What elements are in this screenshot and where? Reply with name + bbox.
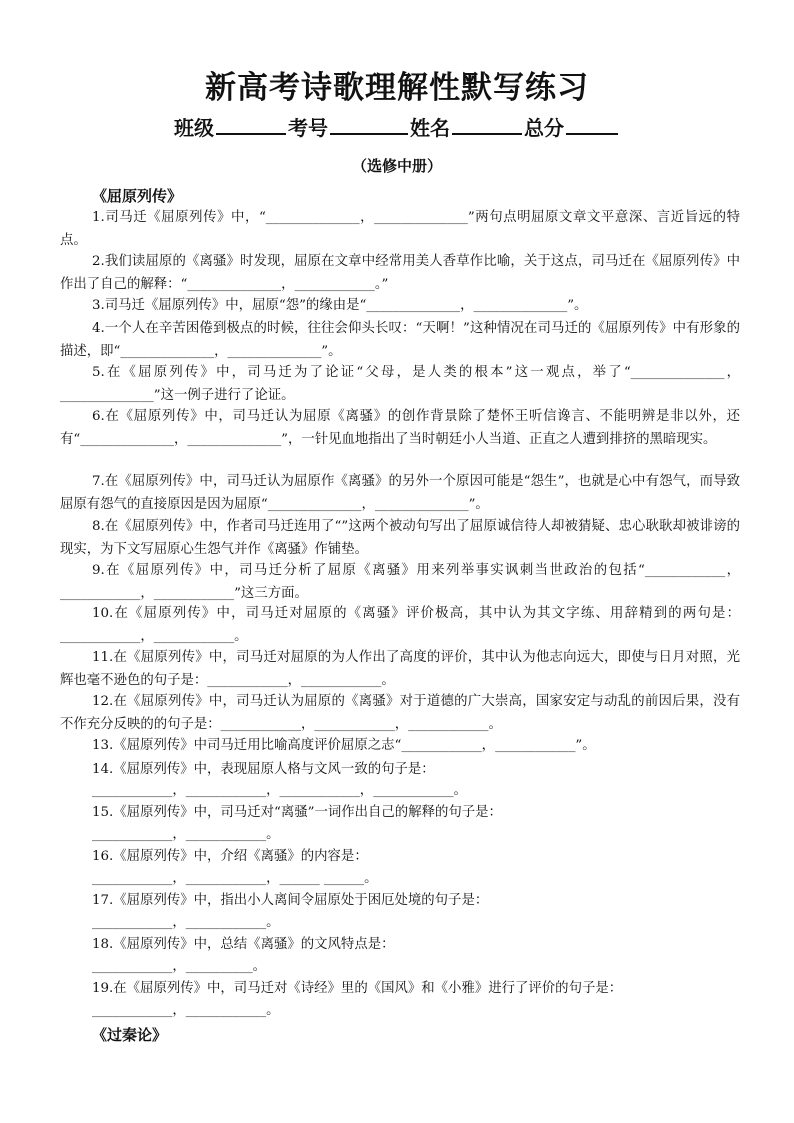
question-1: 1.司马迁《屈原列传》中，“______________，______________”两句点明屈原文章文平意深、言近旨远的特点。 — [60, 210, 740, 248]
question-10: 10.在《屈原列传》中，司马迁对屈原的《离骚》评价极高，其中认为其文字练、用辞精到的两句是：____________，____________。 — [60, 606, 740, 644]
subtitle: （选修中册） — [351, 157, 442, 175]
question-13: 13.《屈原列传》中司马迁用比喻高度评价屈原之志“____________，____________”。 — [92, 738, 596, 753]
section-heading-quyuan: 《屈原列传》 — [92, 187, 183, 205]
answer-line-17[interactable]: ____________，____________。 — [92, 915, 280, 930]
question-16: 16.《屈原列传》中，介绍《离骚》的内容是： — [92, 849, 368, 864]
answer-line-18[interactable]: ____________，__________。 — [92, 959, 267, 974]
question-5: 5.在《屈原列传》中，司马迁为了论证“父母，是人类的根本”这一观点，举了“______________，______________”这一例子进行了论证。 — [60, 365, 740, 403]
question-15: 15.《屈原列传》中，司马迁对“离骚”一词作出自己的解释的句子是： — [92, 805, 502, 820]
student-info-line — [0, 112, 794, 141]
page-title: 新高考诗歌理解性默写练习 — [205, 70, 589, 106]
question-2: 2.我们读屈原的《离骚》时发现，屈原在文章中经常用美人香草作比喻，关于这点，司马迁在《屈原列传》中作出了自己的解释：“______________，____________。” — [60, 254, 740, 292]
answer-line-19[interactable]: ____________，____________。 — [92, 1003, 280, 1018]
question-6: 6.在《屈原列传》中，司马迁认为屈原《离骚》的创作背景除了楚怀王听信谗言、不能明辨是非以外，还有“______________，______________”，一针见血地指出了当时朝廷小人当道、正直之人遭到排挤的黑暗现实。 — [60, 409, 740, 447]
class-label: 班级 — [174, 116, 214, 140]
total-label: 总分 — [524, 116, 564, 140]
question-7: 7.在《屈原列传》中，司马迁认为屈原作《离骚》的另外一个原因可能是“怨生”，也就是心中有怨气，而导致屈原有怨气的直接原因是因为屈原“______________，______________”。 — [60, 474, 740, 512]
question-4: 4.一个人在辛苦困倦到极点的时候，往往会仰头长叹：“天啊！”这种情况在司马迁的《屈原列传》中有形象的描述，即“______________，______________”。 — [60, 321, 740, 359]
question-12: 12.在《屈原列传》中，司马迁认为屈原的《离骚》对于道德的广大崇高，国家安定与动乱的前因后果，没有不作充分反映的的句子是：____________，____________，____________。 — [60, 694, 740, 732]
answer-line-16[interactable]: ____________，____________，______ ______。 — [92, 871, 378, 886]
question-11: 11.在《屈原列传》中，司马迁对屈原的为人作出了高度的评价，其中认为他志向远大，即使与日月对照，光辉也毫不逊色的句子是：____________，____________。 — [60, 650, 740, 688]
question-19: 19.在《屈原列传》中，司马迁对《诗经》里的《国风》和《小雅》进行了评价的句子是： — [92, 981, 623, 996]
question-17: 17.《屈原列传》中，指出小人离间令屈原处于困厄处境的句子是： — [92, 893, 489, 908]
question-18: 18.《屈原列传》中，总结《离骚》的文风特点是： — [92, 937, 395, 952]
section-heading-guoqin: 《过秦论》 — [92, 1026, 168, 1044]
class-blank[interactable] — [216, 115, 286, 135]
question-9: 9.在《屈原列传》中，司马迁分析了屈原《离骚》用来列举事实讽刺当世政治的包括“____________，____________，____________”这三方面。 — [60, 563, 740, 601]
name-blank[interactable] — [452, 115, 522, 135]
answer-line-14[interactable]: ____________，____________，____________，____________。 — [92, 783, 467, 798]
name-label: 姓名 — [410, 116, 450, 140]
question-14: 14.《屈原列传》中，表现屈原人格与文风一致的句子是： — [92, 762, 435, 777]
exam-no-blank[interactable] — [330, 115, 408, 135]
exam-no-label: 考号 — [288, 116, 328, 140]
question-8: 8.在《屈原列传》中，作者司马迁连用了“”这两个被动句写出了屈原诚信待人却被猜疑、忠心耿耿却被诽谤的现实，为下文写屈原心生怨气并作《离骚》作铺垫。 — [60, 519, 740, 557]
total-blank[interactable] — [566, 115, 618, 135]
answer-line-15[interactable]: ____________，____________。 — [92, 827, 280, 842]
question-3: 3.司马迁《屈原列传》中，屈原“怨”的缘由是“______________，______________”。 — [92, 298, 588, 313]
